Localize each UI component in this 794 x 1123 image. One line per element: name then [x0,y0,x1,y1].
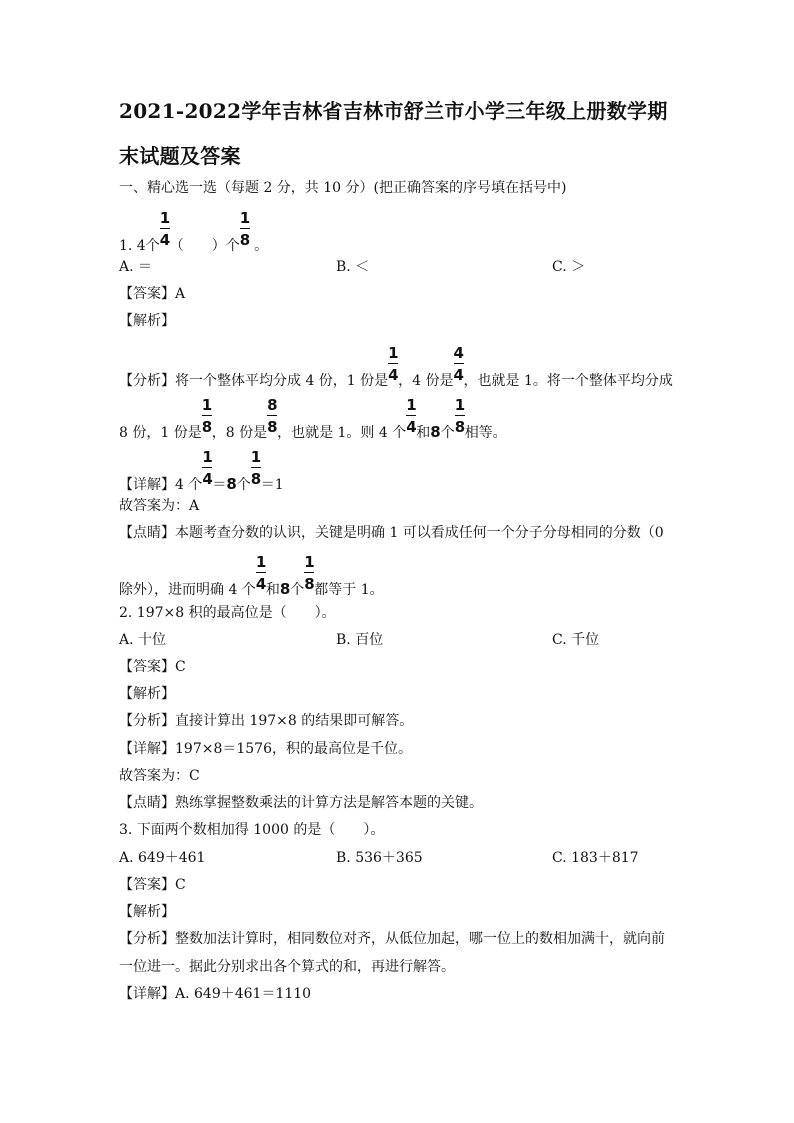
text-run: ，也就是 1。则 4 个 [277,425,407,441]
fraction [239,209,251,250]
text-run: 除外），进而明确 4 个 [119,582,256,598]
fraction [454,396,466,437]
text-run: 本题考查分数的认识，关键是明确 1 可以看成任何一个分子分母相同的分数（0 [175,525,664,541]
q2-stem: 2. 197×8 积的最高位是（ ）。 [119,605,336,621]
answer-value: A [175,286,186,302]
text-run: 相等。 [464,425,507,441]
text-run: ＝1 [260,477,284,493]
fraction-denominator: 4 [159,231,171,249]
text-run: ，8 份是 [211,425,268,441]
fraction [267,396,278,437]
fraction-bar [267,415,277,416]
text-run: 个 [290,582,305,598]
detail-label: 【详解】 [119,986,175,1002]
fraction-bar [202,467,212,468]
fraction-denominator: 4 [388,366,399,384]
answer-value: C [175,659,186,675]
fraction-numerator: 1 [255,553,267,571]
fraction-bar [256,572,266,573]
answer-label: 【答案】 [119,286,175,302]
q3-fenxi-line-2: 一位进一。据此分别求出各个算式的和，再进行解答。 [119,959,455,975]
fraction [159,209,171,250]
fraction-denominator: 8 [304,575,315,593]
q2-fenxi [119,712,413,730]
fraction [202,448,213,489]
document-title-line-1: 2021-2022学年吉林省吉林市舒兰市小学三年级上册数学期 [119,99,668,123]
q2-comment [119,794,483,812]
text-run: A. 649＋461＝1110 [175,986,312,1002]
comment-label: 【点睛】 [119,525,175,541]
fraction [304,553,315,594]
q1-option-c: C. ＞ [552,259,586,275]
text-run: 都等于 1。 [314,582,384,598]
text-run: ，也就是 1。将一个整体平均分成 [463,373,673,389]
fraction-bar [388,363,398,364]
text-run: 熟练掌握整数乘法的计算方法是解答本题的关键。 [175,795,483,811]
final-answer-label: 故答案为： [119,498,189,514]
q3-fenxi-line-1 [119,930,665,948]
q1-option-a: A. ＝ [119,259,153,275]
fraction-numerator: 1 [388,344,399,362]
bold-number: 8 [430,423,441,441]
fraction-numerator: 1 [201,396,213,414]
q2-option-b: B. 百位 [336,632,384,648]
q1-answer [119,285,185,303]
q2-answer [119,658,186,676]
fraction [406,396,417,437]
text-run: 整数加法计算时，相同数位对齐，从低位加起，哪一位上的数相加满十，就向前 [175,931,665,947]
fraction-bar [160,228,170,229]
q3-answer [119,876,186,894]
fraction-denominator: 8 [201,418,213,436]
fraction-denominator: 8 [267,418,278,436]
q3-detail [119,985,311,1003]
fraction-bar [251,467,261,468]
section-heading: 一、精心选一选（每题 2 分，共 10 分）(把正确答案的序号填在括号中) [119,180,567,196]
fraction [388,344,399,385]
text-run: 和 [265,582,280,598]
fraction-bar [455,415,465,416]
answer-value: C [175,877,186,893]
fraction-bar [454,363,464,364]
fraction-numerator: 1 [239,209,251,227]
comment-label: 【点睛】 [119,795,175,811]
document-title-line-2: 末试题及答案 [119,144,241,168]
text-run: 直接计算出 197×8 的结果即可解答。 [175,713,414,729]
text-run: 和 [416,425,431,441]
q3-stem: 3. 下面两个数相加得 1000 的是（ ）。 [119,822,385,838]
q1-fenxi-line-2 [119,396,507,442]
q2-final-answer [119,767,200,785]
fraction [250,448,262,489]
q3-option-a: A. 649＋461 [119,850,206,866]
q3-option-b: B. 536＋365 [336,850,423,866]
fraction-denominator: 4 [202,470,213,488]
text-run: 4 个 [175,477,203,493]
fraction-denominator: 4 [255,575,267,593]
q1-comment-line-1 [119,524,664,542]
fraction-numerator: 4 [453,344,464,362]
q1-option-b: B. ＜ [336,259,370,275]
q3-option-c: C. 183＋817 [552,850,639,866]
bold-number: 8 [279,580,291,598]
text-run: 个 [236,477,251,493]
final-answer-value: A [189,498,200,514]
fraction-bar [406,415,416,416]
final-answer-label: 故答案为： [119,768,189,784]
fraction-denominator: 8 [239,231,251,249]
fraction-bar [240,228,250,229]
fraction-denominator: 4 [406,418,417,436]
fraction-numerator: 1 [202,448,213,466]
q2-analysis-label: 【解析】 [119,686,175,702]
fraction-denominator: 4 [453,366,464,384]
text-run: 将一个整体平均分成 4 份，1 份是 [175,373,389,389]
q1-comment-line-2 [119,553,384,599]
fraction-bar [304,572,314,573]
text-run: 8 份，1 份是 [119,425,202,441]
fraction-denominator: 8 [454,418,466,436]
fraction-numerator: 1 [304,553,315,571]
fraction-numerator: 8 [267,396,278,414]
answer-label: 【答案】 [119,877,175,893]
text-run: ，4 份是 [398,373,454,389]
fraction [255,553,267,594]
fenxi-label: 【分析】 [119,713,175,729]
fenxi-label: 【分析】 [119,373,175,389]
answer-label: 【答案】 [119,659,175,675]
fraction-numerator: 1 [454,396,466,414]
q1-stem-text-a: 1. 4个 [119,238,160,254]
fraction [453,344,464,385]
fraction-numerator: 1 [250,448,262,466]
detail-label: 【详解】 [119,741,175,757]
q2-option-a: A. 十位 [119,632,167,648]
q1-stem-text-b: （ ）个 [169,238,240,254]
text-run: 个 [440,425,455,441]
q1-stem [119,209,269,255]
text-run: ＝ [212,477,227,493]
q1-final-answer [119,497,199,515]
fraction-denominator: 8 [250,470,262,488]
q2-detail [119,740,412,758]
fenxi-label: 【分析】 [119,931,175,947]
fraction-numerator: 1 [159,209,171,227]
final-answer-value: C [189,768,200,784]
fraction [201,396,213,437]
q3-analysis-label: 【解析】 [119,904,175,920]
fraction-bar [202,415,212,416]
q1-analysis-label: 【解析】 [119,313,175,329]
q1-detail [119,448,284,494]
q1-stem-text-c: 。 [249,238,269,254]
text-run: 197×8＝1576，积的最高位是千位。 [175,741,412,757]
q1-fenxi-line-1 [119,344,673,390]
q2-option-c: C. 千位 [552,632,600,648]
detail-label: 【详解】 [119,477,175,493]
bold-number: 8 [226,475,237,493]
fraction-numerator: 1 [406,396,417,414]
